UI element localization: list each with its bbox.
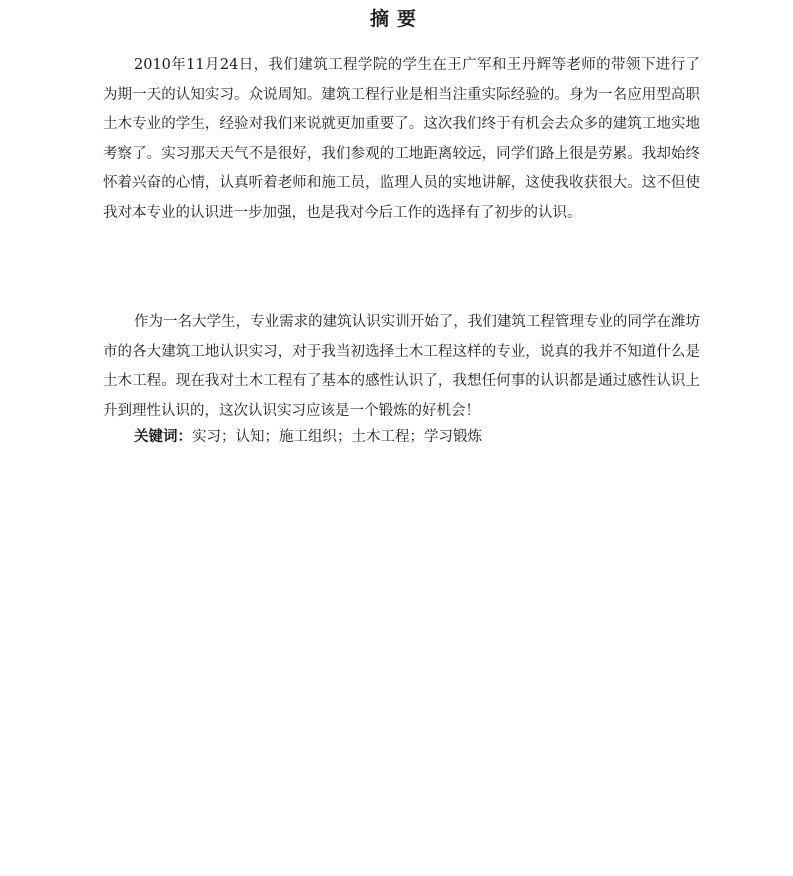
keywords-line xyxy=(134,424,482,450)
keywords-text: 实习；认知；施工组织；土木工程；学习锻炼 xyxy=(192,429,482,445)
abstract-paragraph-1: 2010年11月24日，我们建筑工程学院的学生在王广军和王丹辉等老师的带领下进行了为期一天的认知实习。众说周知。建筑工程行业是相当注重实际经验的。身为一名应用型高职土木专业的学生，经验对我们来说就更加重要了。这次我们终于有机会去众多的建筑工地实地考察了。实习那天天气不是很好，我们参观的工地距离较远，同学们路上很是劳累。我却始终怀着兴奋的心情，认真听着老师和施工员，监理人员的实地讲解，这使我收获很大。这不但使我对本专业的认识进一步加强，也是我对今后工作的选择有了初步的认识。 xyxy=(103,57,700,221)
abstract-title: 摘要 xyxy=(369,8,424,30)
abstract-paragraph-2: 作为一名大学生，专业需求的建筑认识实训开始了，我们建筑工程管理专业的同学在潍坊市的各大建筑工地认识实习，对于我当初选择土木工程这样的专业，说真的我并不知道什么是土木工程。现在我对土木工程有了基本的感性认识了，我想任何事的认识都是通过感性认识上升到理性认识的，这次认识实习应该是一个锻炼的好机会！ xyxy=(103,314,700,419)
keywords-label: 关键词： xyxy=(134,429,192,445)
